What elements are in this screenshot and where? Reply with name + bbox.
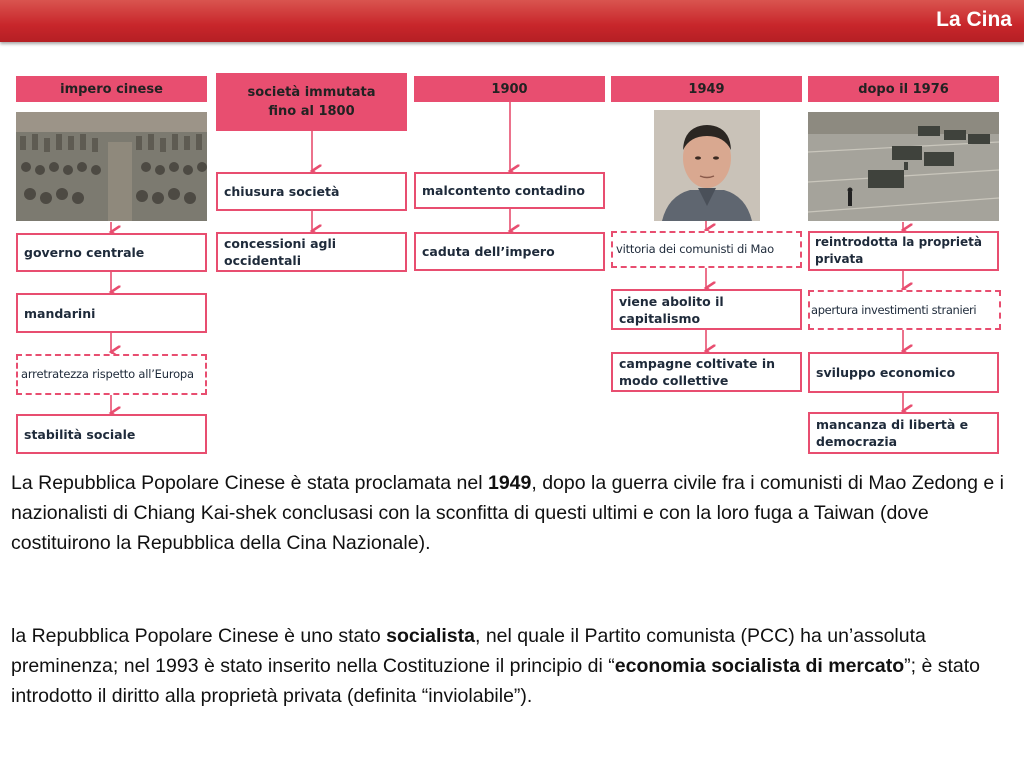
box-mandarini: mandarini [16, 293, 207, 333]
header-1900: 1900 [414, 76, 605, 102]
title-bar [0, 0, 1024, 42]
p2-text-e: ”; è stato introdotto il diritto alla proprietà privata (definita “inviolabile”). [11, 655, 980, 707]
box-mancanza-liberta: mancanza di libertà e democrazia [808, 412, 999, 454]
slide-title: La Cina [936, 8, 1012, 31]
header-dopo-1976: dopo il 1976 [808, 76, 999, 102]
box-abolito-capitalismo: viene abolito il capitalismo [611, 289, 802, 330]
p1-year-1949: 1949 [487, 472, 532, 494]
box-concessioni: concessioni agli occidentali [216, 232, 407, 272]
box-arretratezza: arretratezza rispetto all’Europa [16, 354, 207, 395]
box-sviluppo-economico: sviluppo economico [808, 352, 999, 393]
mao-portrait-photo [654, 110, 760, 221]
p2-text-a: la Repubblica Popolare Cinese è uno stato [11, 625, 387, 647]
box-stabilita-sociale: stabilità sociale [16, 414, 207, 454]
header-impero-cinese: impero cinese [16, 76, 207, 102]
box-governo-centrale: governo centrale [16, 233, 207, 272]
header-1949: 1949 [611, 76, 802, 102]
tank-man-photo [808, 112, 999, 221]
box-chiusura-societa: chiusura società [216, 172, 407, 211]
terracotta-army-photo [16, 112, 207, 221]
box-vittoria-comunisti: vittoria dei comunisti di Mao [611, 231, 802, 268]
p1-text-c: , dopo la guerra civile fra i comunisti di Mao Zedong e i nazionalisti di Chiang Kai-shek conclusasi con la sconfitta di questi ultimi e con la loro fuga a Taiwan (dove costituirono la Repubblica della Cina Nazionale). [11, 472, 1004, 554]
p1-text-a: La Repubblica Popolare Cinese è stata proclamata nel [11, 472, 488, 494]
p2-text-c: , nel quale il Partito comunista (PCC) ha un’assoluta preminenza; nel 1993 è stato inserito nella Costituzione il principio di “ [11, 625, 926, 677]
box-caduta-impero: caduta dell’impero [414, 232, 605, 271]
box-investimenti-stranieri: apertura investimenti stranieri [808, 290, 1001, 330]
p2-economia-socialista: economia socialista di mercato [614, 655, 905, 677]
header-societa-immutata: società immutata fino al 1800 [216, 73, 407, 131]
box-malcontento: malcontento contadino [414, 172, 605, 209]
p2-socialista: socialista [386, 625, 475, 647]
box-proprieta-privata: reintrodotta la proprietà privata [808, 231, 999, 271]
box-campagne-collettive: campagne coltivate in modo collettive [611, 352, 802, 392]
paragraph-proclamazione [11, 468, 1011, 558]
paragraph-stato-socialista [11, 621, 1011, 711]
